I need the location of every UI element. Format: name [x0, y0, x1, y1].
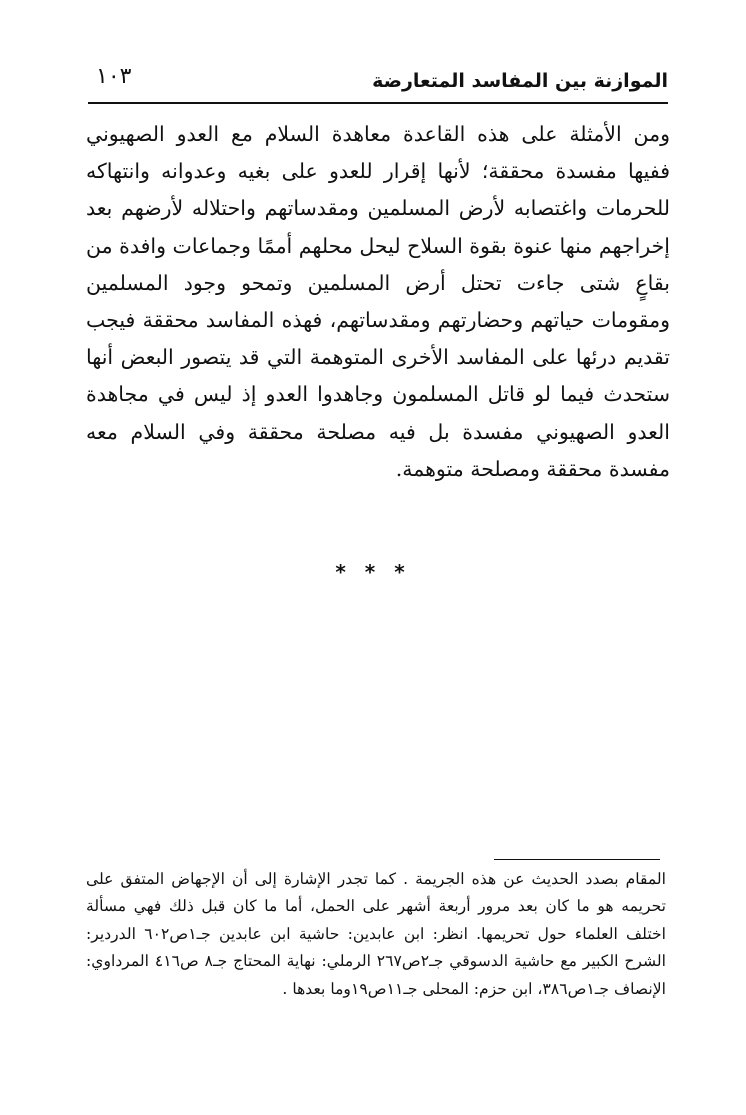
section-separator: * * * [335, 560, 411, 584]
page-header [88, 62, 668, 104]
header-rule [88, 102, 668, 104]
footnote-text: المقام بصدد الحديث عن هذه الجريمة . كما تجدر الإشارة إلى أن الإجهاض المتفق على تحريمه هو ما كان بعد مرور أربعة أشهر على الحمل، أما ما كان قبل ذلك فهي مسألة اختلف العلماء حول تحريمها. انظر: ابن عابدين: حاشية ابن عابدين جـ١ص٦٠٢ الدردير: الشرح الكبير مع حاشية الدسوقي جـ٢ص٢٦٧ الرملي: نهاية المحتاج جـ٨ ص٤١٦ المرداوي: الإنصاف جـ١ص٣٨٦، ابن حزم: المحلى جـ١١ص١٩وما بعدها . [86, 870, 667, 998]
footnote-rule [494, 859, 660, 860]
body-paragraph: ومن الأمثلة على هذه القاعدة معاهدة السلام مع العدو الصهيوني ففيها مفسدة محققة؛ لأنها إقرار للعدو على بغيه وعدوانه وانتهاكه للحرمات واغتصابه لأرض المسلمين ومقدساتهم واحتلاله لأرضهم بعد إخراجهم منها عنوة بقوة السلاح ليحل محلهم أممًا وجماعات وافدة من بقاعٍ شتى جاءت تحتل أرض المسلمين وتمحو وجود المسلمين ومقومات حياتهم وحضارتهم ومقدساتهم، فهذه المفاسد محققة فيجب تقديم درئها على المفاسد الأخرى المتوهمة التي قد يتصور البعض أنها ستحدث فيما لو قاتل المسلمون وجاهدوا العدو إذ ليس في مجاهدة العدو الصهيوني مفسدة بل فيه مصلحة محققة وفي السلام معه مفسدة محققة ومصلحة متوهمة. [86, 122, 670, 481]
page-number: ١٠٣ [96, 64, 132, 89]
running-title: الموازنة بين المفاسد المتعارضة [372, 70, 668, 92]
